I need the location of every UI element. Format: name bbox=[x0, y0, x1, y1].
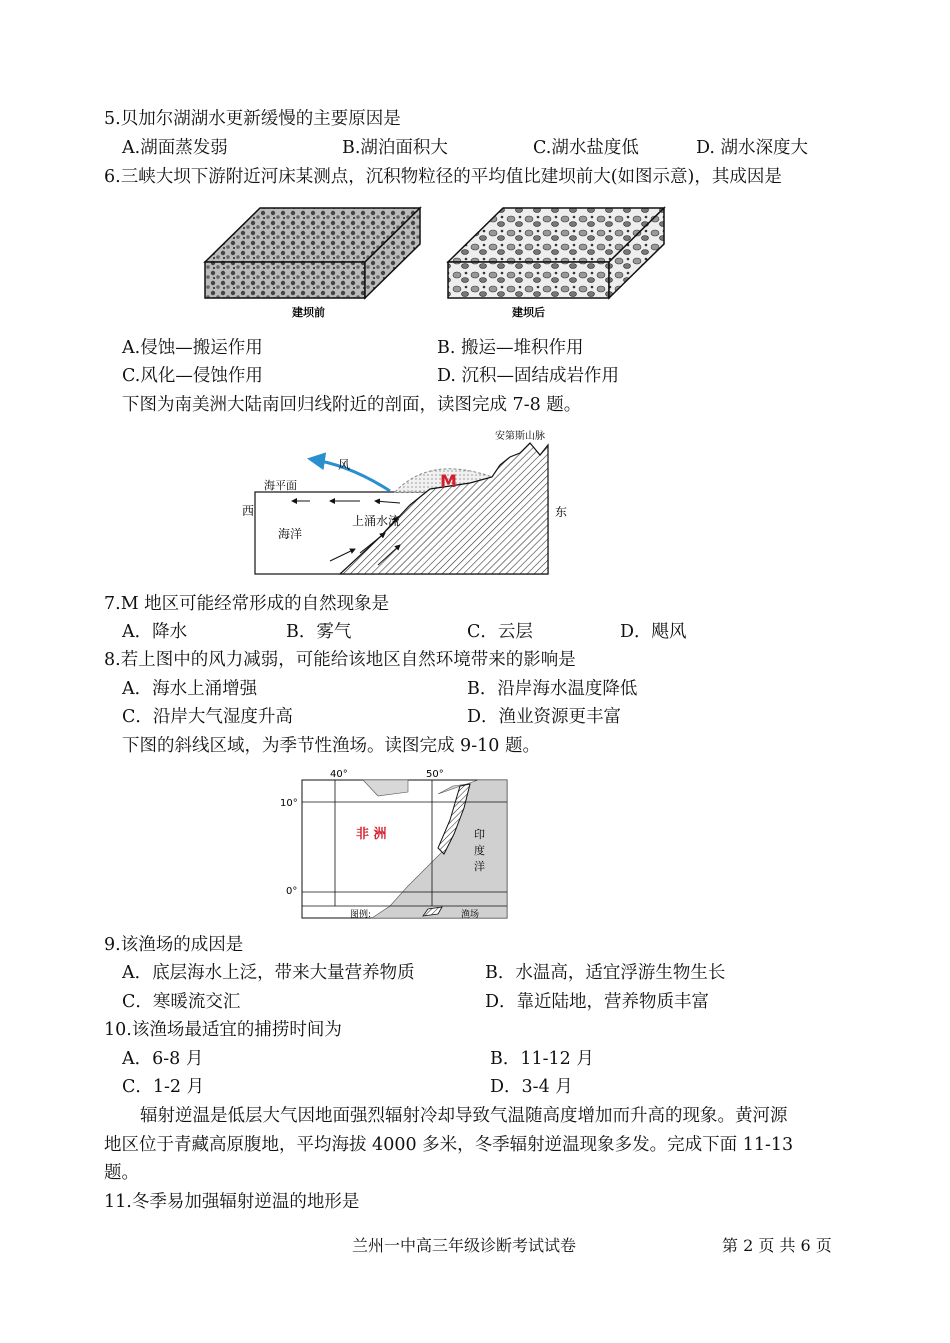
label-ocean-3: 洋 bbox=[474, 860, 485, 873]
fishery-map bbox=[278, 768, 516, 924]
profile-figure bbox=[230, 425, 590, 580]
legend-fishery: 渔场 bbox=[461, 910, 480, 920]
label-ocean-2: 度 bbox=[474, 844, 485, 857]
q11-stem: 11.冬季易加强辐射逆温的地形是 bbox=[104, 1192, 360, 1212]
label-ocean: 海洋 bbox=[278, 527, 303, 541]
q6-stem: 6.三峡大坝下游附近河床某测点，沉积物粒径的平均值比建坝前大(如图示意)，其成因是 bbox=[104, 167, 782, 187]
block-before bbox=[205, 208, 420, 298]
label-lat0: 0° bbox=[286, 886, 298, 897]
q8-option-c: C．沿岸大气湿度升高 bbox=[122, 707, 293, 727]
fig-label-after: 建坝后 bbox=[512, 306, 545, 319]
label-ocean-1: 印 bbox=[474, 828, 485, 841]
q9-option-b: B．水温高，适宜浮游生物生长 bbox=[485, 963, 726, 983]
q9-option-c: C．寒暖流交汇 bbox=[122, 992, 241, 1012]
label-m: M bbox=[440, 472, 457, 492]
q6-option-c: C.风化—侵蚀作用 bbox=[122, 366, 263, 386]
q8-option-d: D．渔业资源更丰富 bbox=[467, 707, 622, 727]
q10-option-c: C．1-2 月 bbox=[122, 1077, 205, 1097]
q5-option-c: C.湖水盐度低 bbox=[533, 138, 639, 158]
q5-option-a: A.湖面蒸发弱 bbox=[122, 138, 228, 158]
q5-stem: 5.贝加尔湖湖水更新缓慢的主要原因是 bbox=[104, 109, 401, 129]
q9-option-a: A．底层海水上泛，带来大量营养物质 bbox=[122, 963, 415, 983]
sediment-figure bbox=[200, 200, 680, 325]
q5-option-b: B.湖泊面积大 bbox=[342, 138, 448, 158]
q8-option-a: A．海水上涌增强 bbox=[122, 679, 258, 699]
q7-option-b: B．雾气 bbox=[286, 622, 352, 642]
footer-school: 兰州一中高三年级诊断考试试卷 bbox=[352, 1236, 577, 1255]
block-after bbox=[448, 208, 664, 298]
q8-stem: 8.若上图中的风力减弱，可能给该地区自然环境带来的影响是 bbox=[104, 650, 576, 670]
q7-option-c: C．云层 bbox=[467, 622, 533, 642]
label-andes: 安第斯山脉 bbox=[495, 431, 545, 442]
q7-option-a: A．降水 bbox=[122, 622, 188, 642]
footer-page-number: 第 2 页 共 6 页 bbox=[722, 1236, 832, 1255]
label-east: 东 bbox=[555, 505, 568, 519]
label-west: 西 bbox=[242, 504, 255, 518]
label-lon50: 50° bbox=[426, 769, 444, 780]
label-lon40: 40° bbox=[330, 769, 348, 780]
intro-9-10: 下图的斜线区域，为季节性渔场。读图完成 9-10 题。 bbox=[122, 736, 540, 756]
label-upwelling: 上涌水流 bbox=[352, 514, 401, 528]
q10-option-a: A．6-8 月 bbox=[122, 1049, 204, 1069]
q6-option-a: A.侵蚀—搬运作用 bbox=[122, 338, 263, 358]
q10-stem: 10.该渔场最适宜的捕捞时间为 bbox=[104, 1020, 342, 1040]
label-africa: 非 洲 bbox=[356, 827, 387, 842]
q5-option-d: D. 湖水深度大 bbox=[696, 138, 809, 158]
q8-option-b: B．沿岸海水温度降低 bbox=[467, 679, 638, 699]
label-lat10: 10° bbox=[280, 798, 298, 809]
q10-option-b: B．11-12 月 bbox=[490, 1049, 594, 1069]
passage-line-2: 地区位于青藏高原腹地，平均海拔 4000 多米，冬季辐射逆温现象多发。完成下面 11-13 bbox=[104, 1135, 794, 1155]
q9-stem: 9.该渔场的成因是 bbox=[104, 935, 244, 955]
q9-option-d: D．靠近陆地，营养物质丰富 bbox=[485, 992, 710, 1012]
label-sea-level: 海平面 bbox=[264, 479, 297, 492]
fig-label-before: 建坝前 bbox=[292, 306, 325, 319]
q10-option-d: D．3-4 月 bbox=[490, 1077, 573, 1097]
q7-option-d: D．飓风 bbox=[620, 622, 687, 642]
passage-line-3: 题。 bbox=[104, 1163, 139, 1183]
q7-stem: 7.M 地区可能经常形成的自然现象是 bbox=[104, 594, 390, 614]
passage-line-1: 辐射逆温是低层大气因地面强烈辐射冷却导致气温随高度增加而升高的现象。黄河源 bbox=[140, 1106, 788, 1126]
q6-option-b: B. 搬运—堆积作用 bbox=[437, 338, 584, 358]
intro-7-8: 下图为南美洲大陆南回归线附近的剖面，读图完成 7-8 题。 bbox=[122, 395, 582, 415]
legend-label: 图例: bbox=[350, 910, 372, 920]
q6-option-d: D. 沉积—固结成岩作用 bbox=[437, 366, 620, 386]
label-wind: 风 bbox=[338, 458, 351, 472]
